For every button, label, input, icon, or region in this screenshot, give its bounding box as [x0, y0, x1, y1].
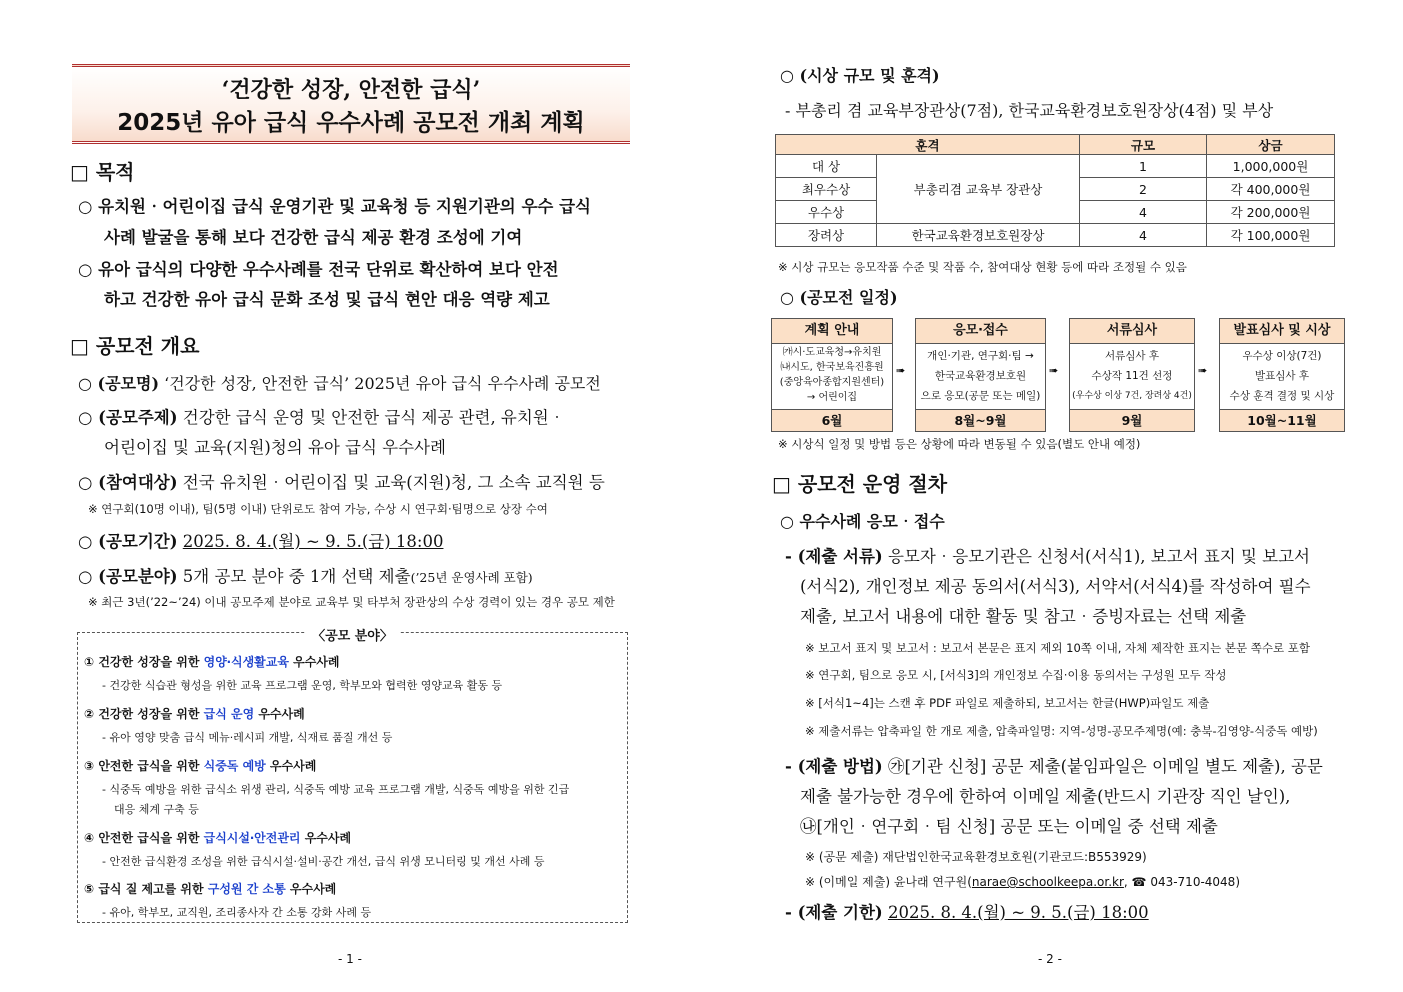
award-name: 최우수상	[776, 178, 877, 201]
docs-note-1: ※ 보고서 표지 및 보고서 : 보고서 본문은 표지 제외 10쪽 이내, 자체 제작한 표지는 본문 쪽수로 포함	[805, 641, 1310, 655]
contest-name-value: ‘건강한 성장, 안전한 급식’ 2025년 유아 급식 우수사례 공모전	[164, 374, 601, 393]
award-count: 2	[1080, 178, 1207, 201]
table-row	[776, 155, 1335, 178]
area-item-2: ② 건강한 성장을 위한 급식 운영 우수사례	[84, 707, 305, 721]
method-note-1: ※ (공문 제출) 재단법인한국교육환경보호원(기관코드:B553929)	[805, 850, 1147, 864]
stage-review	[1069, 318, 1195, 432]
stage-head: 서류심사	[1070, 319, 1194, 344]
target-label: ○ (참여대상)	[78, 473, 178, 492]
stage-award	[1219, 318, 1345, 432]
docs-row-1	[785, 543, 1310, 567]
target-note: ※ 연구회(10명 이내), 팀(5명 이내) 단위로도 참여 가능, 수상 시 연구회‧팀명으로 상장 수여	[88, 502, 548, 516]
contest-topic-value-1: 건강한 급식 운영 및 안전한 급식 제공 관련, 유치원‧	[182, 408, 566, 427]
page-number-1: - 1 -	[338, 952, 362, 966]
area-item-4-desc: - 안전한 급식환경 조성을 위한 급식시설‧설비‧공간 개선, 급식 위생 모니터링 및 개선 사례 등	[102, 855, 545, 868]
award-prize: 1,000,000원	[1207, 155, 1335, 178]
period-label: ○ (공모기간)	[78, 532, 178, 551]
target-row	[78, 469, 605, 493]
method-line-3: ㉯[개인‧연구회‧팀 신청] 공문 또는 이메일 중 선택 제출	[800, 817, 1218, 836]
docs-label: - (제출 서류)	[785, 547, 883, 566]
area-item-1-desc: - 건강한 식습관 형성을 위한 교육 프로그램 운영, 학부모와 협력한 영양교육 활동 등	[102, 679, 503, 692]
arrow-icon: ➠	[1198, 364, 1208, 377]
overview-heading: □ 공모전 개요	[70, 334, 200, 358]
contest-name-row	[78, 371, 601, 394]
area-box-header: 〈공모 분야〉	[78, 625, 627, 644]
purpose-bullet-2-line-2: 하고 건강한 유아 급식 문화 조성 및 급식 현안 대응 역량 제고	[104, 290, 550, 309]
award-prize: 각 200,000원	[1207, 201, 1335, 224]
award-prize: 각 400,000원	[1207, 178, 1335, 201]
title-line-2: 2025년 유아 급식 우수사례 공모전 개최 계획	[117, 110, 585, 136]
deadline-row	[785, 899, 1149, 923]
contest-topic-label: ○ (공모주제)	[78, 408, 178, 427]
stage-body: ㈎시‧도교육청→유치원 ㈏시도, 한국보육진흥원 (중앙육아종합지원센터) → 어린이집	[779, 347, 885, 403]
award-count: 1	[1080, 155, 1207, 178]
area-item-1: ① 건강한 성장을 위한 영양‧식생활교육 우수사례	[84, 655, 340, 669]
docs-line-3: 제출, 보고서 내용에 대한 활동 및 참고‧증빙자료는 선택 제출	[800, 607, 1247, 626]
stage-body: 개인‧기관, 연구회‧팀 → 한국교육환경보호원 으로 응모(공문 또는 메일)	[920, 350, 1041, 402]
method-line-1: ㉮[기관 신청] 공문 제출(붙임파일은 이메일 별도 제출), 공문	[887, 757, 1323, 776]
field-label: ○ (공모분야)	[78, 567, 178, 586]
deadline-label: - (제출 기한)	[785, 903, 883, 922]
table-row	[776, 224, 1335, 247]
award-name: 장려상	[776, 224, 877, 247]
award-giver-1: 부총리겸 교육부 장관상	[877, 155, 1080, 224]
stage-foot: 6월	[772, 409, 892, 431]
area-item-5: ⑤ 급식 질 제고를 위한 구성원 간 소통 우수사례	[84, 882, 337, 896]
area-item-3-desc: - 식중독 예방을 위한 급식소 위생 관리, 식중독 예방 교육 프로그램 개발, 식중독 예방을 위한 긴급	[102, 783, 570, 796]
field-note: ※ 최근 3년(’22~’24) 이내 공모주제 분야로 교육부 및 타부처 장관상의 수상 경력이 있는 경우 공모 제한	[88, 595, 615, 609]
method-line-2: 제출 불가능한 경우에 한하여 이메일 제출(반드시 기관장 직인 날인),	[800, 787, 1291, 806]
docs-line-1: 응모자‧응모기관은 신청서(서식1), 보고서 표지 및 보고서	[887, 547, 1310, 566]
docs-line-2: (서식2), 개인정보 제공 동의서(서식3), 서약서(서식4)를 작성하여 필수	[800, 577, 1311, 596]
title-box	[72, 64, 630, 144]
arrow-icon: ➠	[1049, 364, 1059, 377]
purpose-bullet-1-line-2: 사례 발굴을 통해 보다 건강한 급식 제공 환경 조성에 기여	[104, 228, 523, 247]
method-note-2: ※ (이메일 제출) 윤나래 연구원(narae@schoolkeepa.or.kr, ☎ 043-710-4048)	[805, 875, 1241, 889]
period-row	[78, 528, 443, 552]
award-col-header: 훈격	[776, 135, 1080, 155]
award-name: 대 상	[776, 155, 877, 178]
title-line-1: ‘건강한 성장, 안전한 급식’	[221, 77, 481, 103]
contest-name-label: ○ (공모명)	[78, 374, 160, 393]
field-row	[78, 563, 533, 587]
award-count: 4	[1080, 224, 1207, 247]
period-value: 2025. 8. 4.(월) ~ 9. 5.(금) 18:00	[182, 532, 444, 551]
contest-topic-row	[78, 404, 565, 428]
schedule-heading: ○ (공모전 일정)	[780, 288, 898, 307]
purpose-bullet-2-line-1: ○ 유아 급식의 다양한 우수사례를 전국 단위로 확산하여 보다 안전	[78, 260, 559, 279]
method-row-1	[785, 753, 1323, 777]
deadline-value: 2025. 8. 4.(월) ~ 9. 5.(금) 18:00	[887, 903, 1149, 922]
award-table	[775, 134, 1335, 247]
docs-note-3: ※ [서식1~4]는 스캔 후 PDF 파일로 제출하되, 보고서는 한글(HWP)파일도 제출	[805, 696, 1210, 710]
stage-head: 계획 안내	[772, 319, 892, 344]
award-count: 4	[1080, 201, 1207, 224]
award-prize: 각 100,000원	[1207, 224, 1335, 247]
prize-col-header: 상금	[1207, 135, 1335, 155]
stage-body: 우수상 이상(7건) 발표심사 후 수상 훈격 결정 및 시상	[1229, 350, 1335, 402]
area-item-3-desc-2: 대응 체계 구축 등	[114, 803, 199, 816]
stage-body: 서류심사 후 수상작 11건 선정 (우수상 이상 7건, 장려상 4건)	[1072, 350, 1192, 401]
purpose-bullet-1-line-1: ○ 유치원‧어린이집 급식 운영기관 및 교육청 등 지원기관의 우수 급식	[78, 197, 591, 216]
contest-topic-value-2: 어린이집 및 교육(지원)청의 유아 급식 우수사례	[104, 438, 446, 457]
count-col-header: 규모	[1080, 135, 1207, 155]
operation-subheading: ○ 우수사례 응모‧접수	[780, 512, 945, 531]
area-item-5-desc: - 유아, 학부모, 교직원, 조리종사자 간 소통 강화 사례 등	[102, 906, 372, 919]
stage-foot: 8월~9월	[916, 409, 1045, 431]
email-link[interactable]: narae@schoolkeepa.or.kr	[971, 875, 1124, 889]
award-note: ※ 시상 규모는 응모작품 수준 및 작품 수, 참여대상 현황 등에 따라 조정될 수 있음	[778, 260, 1187, 274]
award-name: 우수상	[776, 201, 877, 224]
purpose-heading: □ 목적	[70, 160, 135, 184]
area-item-3: ③ 안전한 급식을 위한 식중독 예방 우수사례	[84, 759, 317, 773]
arrow-icon: ➠	[896, 364, 906, 377]
method-label: - (제출 방법)	[785, 757, 883, 776]
award-heading: ○ (시상 규모 및 훈격)	[780, 66, 940, 85]
field-value: 5개 공모 분야 중 1개 선택 제출	[182, 567, 411, 586]
stage-plan	[771, 318, 893, 432]
award-table-header	[776, 135, 1335, 155]
page-number-2: - 2 -	[1038, 952, 1062, 966]
stage-head: 발표심사 및 시상	[1220, 319, 1344, 344]
area-item-4: ④ 안전한 급식을 위한 급식시설‧안전관리 우수사례	[84, 831, 352, 845]
target-value: 전국 유치원‧어린이집 및 교육(지원)청, 그 소속 교직원 등	[182, 473, 605, 492]
stage-foot: 9월	[1070, 409, 1194, 431]
stage-head: 응모‧접수	[916, 319, 1045, 344]
docs-note-4: ※ 제출서류는 압축파일 한 개로 제출, 압축파일명: 지역-성명-공모주제명(예: 충북-김영양-식중독 예방)	[805, 724, 1318, 738]
award-giver-2: 한국교육환경보호원장상	[877, 224, 1080, 247]
area-item-2-desc: - 유아 영양 맞춤 급식 메뉴‧레시피 개발, 식재료 품질 개선 등	[102, 731, 393, 744]
contest-area-box	[77, 629, 628, 923]
stage-apply	[915, 318, 1046, 432]
field-value-small: (’25년 운영사례 포함)	[410, 570, 533, 585]
award-line: - 부총리 겸 교육부장관상(7점), 한국교육환경보호원장상(4점) 및 부상	[785, 101, 1274, 120]
operation-heading: □ 공모전 운영 절차	[772, 472, 948, 496]
docs-note-2: ※ 연구회, 팀으로 응모 시, [서식3]의 개인정보 수집‧이용 동의서는 구성원 모두 작성	[805, 668, 1227, 682]
schedule-note: ※ 시상식 일정 및 방법 등은 상황에 따라 변동될 수 있음(별도 안내 예정)	[778, 437, 1141, 451]
stage-foot: 10월~11월	[1220, 409, 1344, 431]
